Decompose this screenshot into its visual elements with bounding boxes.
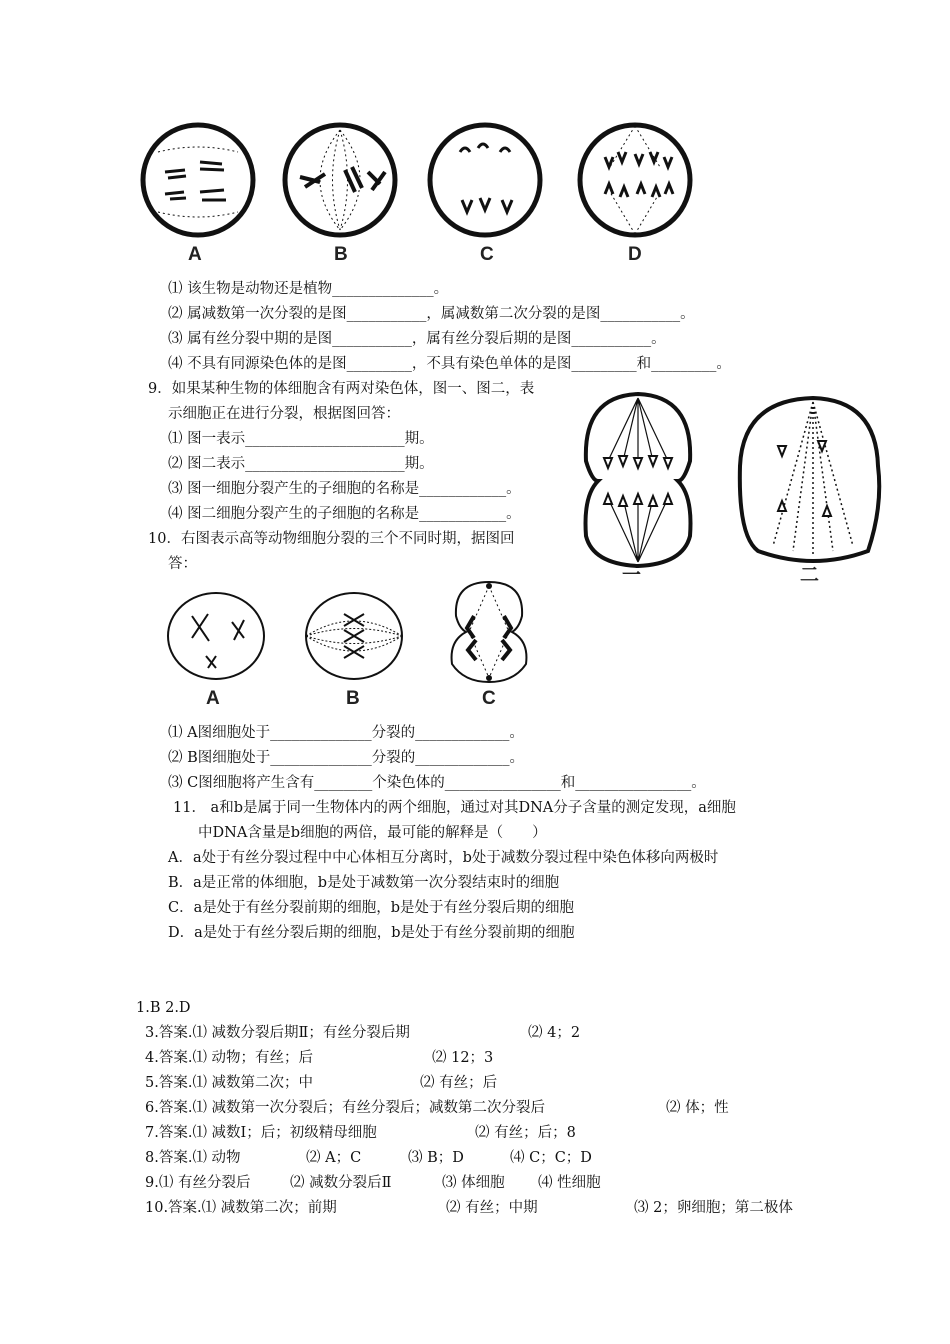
figure-q10-label-c: C (482, 688, 496, 709)
q8-item-4: ⑷ 不具有同源染色体的是图_________，不具有染色单体的是图_________和_________。 (168, 356, 731, 372)
q9-item-3: ⑶ 图一细胞分裂产生的子细胞的名称是____________。 (168, 481, 521, 497)
q8-item-2: ⑵ 属减数第一次分裂的是图___________，属减数第二次分裂的是图___________。 (168, 306, 695, 322)
answer-line-8-part4: ⑷ C；C；D (510, 1150, 592, 1166)
answer-line-10: 10.答案.⑴ 减数第二次；前期 (145, 1200, 337, 1216)
figure-q10-drawing (164, 576, 544, 686)
answer-line-9-part4: ⑷ 性细胞 (538, 1175, 601, 1191)
answer-line-10-part2: ⑵ 有丝；中期 (446, 1200, 538, 1216)
figure-q8-label-c: C (480, 244, 494, 265)
q10-stem-1: 10．右图表示高等动物细胞分裂的三个不同时期，据图回 (148, 531, 515, 547)
figure-q8-drawing (140, 122, 700, 272)
figure-q9 (578, 386, 888, 576)
answer-line-6-part2: ⑵ 体；性 (666, 1100, 729, 1116)
answer-line-8-part3: ⑶ B；D (408, 1150, 464, 1166)
q11-option-a: A．a处于有丝分裂过程中中心体相互分离时，b处于减数分裂过程中染色体移向两极时 (168, 850, 719, 866)
figure-q8 (140, 122, 700, 272)
figure-q10-label-b: B (346, 688, 360, 709)
q10-item-3: ⑶ C图细胞将产生含有________个染色体的________________和________________。 (168, 775, 706, 791)
q10-stem-2: 答： (168, 556, 197, 572)
figure-q8-label-b: B (334, 244, 348, 265)
q9-stem-1: 9．如果某种生物的体细胞含有两对染色体，图一、图二，表 (148, 381, 535, 397)
q9-item-1: ⑴ 图一表示______________________期。 (168, 431, 434, 447)
q9-stem-2: 示细胞正在进行分裂，根据图回答： (168, 406, 400, 422)
figure-q9-drawing (578, 386, 888, 576)
answer-line-10-part3: ⑶ 2；卵细胞；第二极体 (634, 1200, 793, 1216)
answer-line-4-part2: ⑵ 12；3 (432, 1050, 494, 1066)
q8-item-1: ⑴ 该生物是动物还是植物______________。 (168, 281, 449, 297)
answer-line-8: 8.答案.⑴ 动物 (145, 1150, 241, 1166)
q11-option-b: B．a是正常的体细胞，b是处于减数第一次分裂结束时的细胞 (168, 875, 560, 891)
q10-item-2: ⑵ B图细胞处于______________分裂的_____________。 (168, 750, 525, 766)
answer-line-1: 1.B 2.D (136, 1000, 191, 1016)
q11-stem-1: 11． a和b是属于同一生物体内的两个细胞，通过对其DNA分子含量的测定发现，a细胞 (173, 800, 736, 816)
q11-option-c: C．a是处于有丝分裂前期的细胞，b是处于有丝分裂后期的细胞 (168, 900, 575, 916)
figure-q10-label-a: A (206, 688, 220, 709)
answer-line-9-part2: ⑵ 减数分裂后Ⅱ (290, 1175, 392, 1191)
figure-q9-label-2: 二 (800, 564, 820, 586)
answer-line-5: 5.答案.⑴ 减数第二次；中 (145, 1075, 314, 1091)
answer-line-9: 9.⑴ 有丝分裂后 (145, 1175, 251, 1191)
answer-line-9-part3: ⑶ 体细胞 (442, 1175, 505, 1191)
answer-line-8-part2: ⑵ A；C (306, 1150, 362, 1166)
q11-stem-2: 中DNA含量是b细胞的两倍，最可能的解释是（ ） (198, 825, 547, 841)
answer-line-4: 4.答案.⑴ 动物；有丝；后 (145, 1050, 314, 1066)
answer-line-3: 3.答案.⑴ 减数分裂后期Ⅱ；有丝分裂后期 (145, 1025, 410, 1041)
q11-option-d: D．a是处于有丝分裂后期的细胞，b是处于有丝分裂前期的细胞 (168, 925, 575, 941)
figure-q9-label-1: 一 (622, 564, 642, 586)
answer-line-6: 6.答案.⑴ 减数第一次分裂后；有丝分裂后；减数第二次分裂后 (145, 1100, 546, 1116)
answer-line-5-part2: ⑵ 有丝；后 (420, 1075, 498, 1091)
answer-line-7-part2: ⑵ 有丝；后；8 (475, 1125, 576, 1141)
q8-item-3: ⑶ 属有丝分裂中期的是图___________，属有丝分裂后期的是图___________。 (168, 331, 666, 347)
answer-line-3-part2: ⑵ 4；2 (528, 1025, 581, 1041)
q10-item-1: ⑴ A图细胞处于______________分裂的_____________。 (168, 725, 524, 741)
figure-q10 (164, 576, 544, 686)
figure-q8-label-d: D (628, 244, 642, 265)
q9-item-2: ⑵ 图二表示______________________期。 (168, 456, 434, 472)
figure-q8-label-a: A (188, 244, 202, 265)
q9-item-4: ⑷ 图二细胞分裂产生的子细胞的名称是____________。 (168, 506, 521, 522)
answer-line-7: 7.答案.⑴ 减数Ⅰ；后；初级精母细胞 (145, 1125, 377, 1141)
